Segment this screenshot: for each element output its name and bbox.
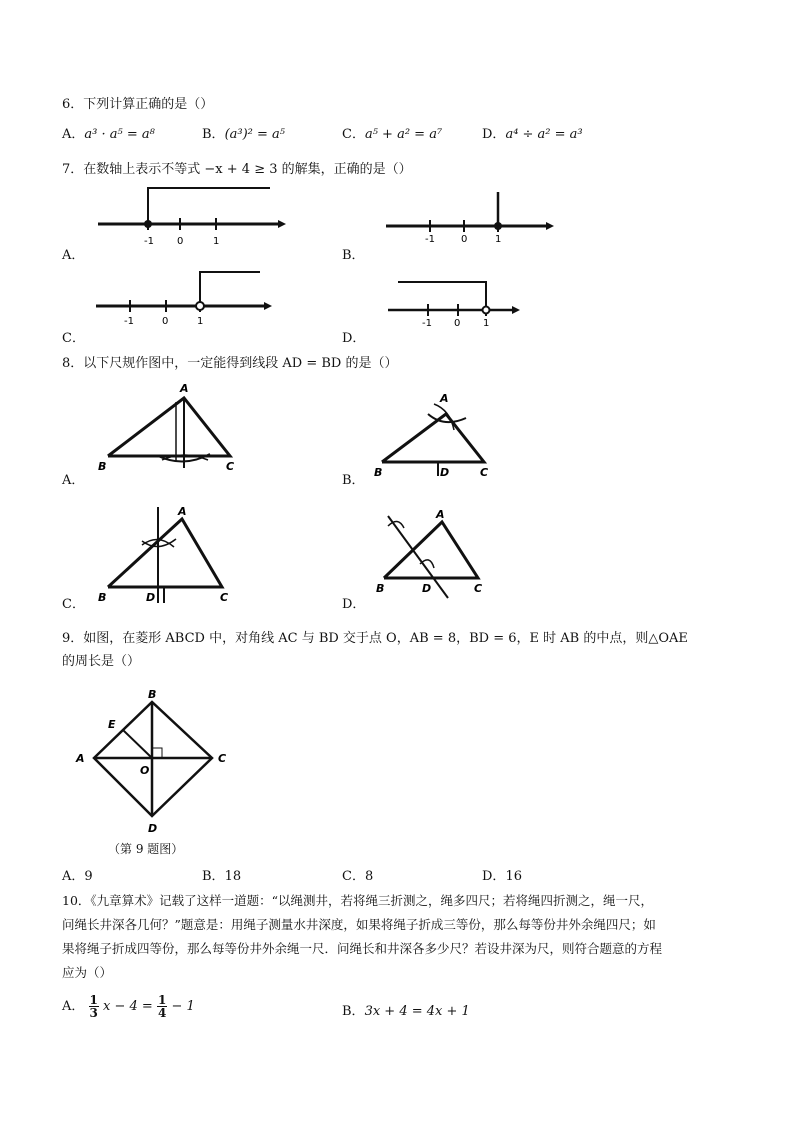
- q9-option-d-value: 16: [505, 869, 522, 884]
- q10-option-a-tail: − 1: [171, 999, 195, 1014]
- q10-option-a-mid: x − 4 =: [103, 999, 153, 1014]
- q8-d-point-a: A: [436, 508, 445, 521]
- q8-label-c: C．: [62, 597, 85, 612]
- q7-label-c: C．: [62, 331, 85, 346]
- q9-rhombus-figure: [72, 688, 242, 838]
- q8-b-point-c: C: [480, 466, 489, 479]
- q7-label-d: D．: [342, 331, 366, 346]
- q9-point-o: O: [140, 764, 150, 777]
- q9-option-c: [342, 865, 373, 884]
- q9-point-e: E: [108, 718, 116, 731]
- q7-a-tick-1: 1: [213, 236, 220, 247]
- q6-option-a-label: A．: [62, 127, 85, 142]
- q7-d-tick-0: 0: [454, 318, 461, 329]
- q9-option-a-label: A．: [62, 869, 85, 884]
- q6-option-d-expr: a⁴ ÷ a² = a³: [505, 127, 583, 142]
- q8-figure-b: [374, 384, 504, 479]
- q8-label-a: A．: [62, 473, 85, 488]
- q9-option-b: [202, 865, 241, 884]
- q8-c-point-b: B: [98, 591, 107, 604]
- q9-stem-line2: 的周长是（）: [62, 654, 141, 669]
- q9-figure-caption: （第 9 题图）: [108, 842, 184, 856]
- q7-a-tick-neg1: -1: [144, 236, 154, 247]
- q10-stem-line2: 问绳长井深各几何？”题意是：用绳子测量水井深度，如果将绳子折成三等份，那么每等份井外余绳四尺；如: [62, 917, 656, 932]
- q6-stem: 6．下列计算正确的是（）: [62, 97, 214, 112]
- q8-stem: 8．以下尺规作图中，一定能得到线段 AD = BD 的是（）: [62, 356, 398, 371]
- q7-b-tick-1: 1: [495, 234, 502, 245]
- q8-b-point-a: A: [440, 392, 449, 405]
- q7-label-a: A．: [62, 248, 85, 263]
- q10-option-a-fraction-2: [157, 994, 167, 1019]
- q9-option-d-label: D．: [482, 869, 506, 884]
- q9-option-b-value: 18: [224, 869, 242, 884]
- q7-a-tick-0: 0: [177, 236, 184, 247]
- q6-option-c-label: C．: [342, 127, 365, 142]
- q8-b-point-d: D: [440, 466, 450, 479]
- q7-d-tick-neg1: -1: [422, 318, 432, 329]
- q10-a-num2: 1: [157, 993, 167, 1007]
- q7-d-tick-1: 1: [483, 318, 490, 329]
- q8-c-point-a: A: [178, 505, 187, 518]
- q8-label-b: B．: [342, 473, 365, 488]
- q8-c-point-c: C: [220, 591, 229, 604]
- q7-label-b: B．: [342, 248, 365, 263]
- q7-c-tick-neg1: -1: [124, 316, 134, 327]
- q9-point-d: D: [148, 822, 158, 835]
- q10-option-a: [62, 994, 195, 1019]
- q6-option-c: [342, 123, 442, 142]
- q9-option-c-value: 8: [364, 869, 374, 884]
- q7-b-tick-neg1: -1: [425, 234, 435, 245]
- q8-figure-a: [98, 380, 248, 472]
- q8-c-point-d: D: [146, 591, 156, 604]
- q8-b-point-b: B: [374, 466, 383, 479]
- q10-stem-line4: 应为（）: [62, 965, 113, 980]
- q7-numberline-d: [384, 274, 534, 332]
- q10-stem-line1: 10．《九章算术》记载了这样一道题：“以绳测井，若将绳三折测之，绳多四尺；若将绳四折测之，绳一尺，: [62, 893, 654, 908]
- q10-stem-line3: 果将绳子折成四等份，那么每等份井外余绳一尺．问绳长和井深各多少尺？若设井深为尺，则符合题意的方程: [62, 941, 663, 956]
- q10-option-b-expr: 3x + 4 = 4x + 1: [364, 1004, 470, 1019]
- q10-option-b-label: B．: [342, 1004, 365, 1019]
- q6-option-d: [482, 123, 583, 142]
- q8-label-d: D．: [342, 597, 366, 612]
- q10-option-a-fraction-1: [89, 994, 99, 1019]
- q7-numberline-b: [380, 186, 560, 246]
- q8-d-point-b: B: [376, 582, 385, 595]
- q7-b-tick-0: 0: [461, 234, 468, 245]
- q8-a-point-a: A: [180, 382, 189, 395]
- q9-option-a: [62, 865, 93, 884]
- q7-c-tick-1: 1: [197, 316, 204, 327]
- q9-point-c: C: [218, 752, 227, 765]
- q8-d-point-c: C: [474, 582, 483, 595]
- q7-c-tick-0: 0: [162, 316, 169, 327]
- q9-point-b: B: [148, 688, 157, 701]
- q7-numberline-a: [90, 182, 290, 252]
- q10-a-den2: 4: [157, 1006, 167, 1020]
- q7-numberline-c: [90, 266, 280, 330]
- q9-point-a: A: [76, 752, 85, 765]
- q8-a-point-b: B: [98, 460, 107, 473]
- q6-option-c-expr: a⁵ + a² = a⁷: [364, 127, 443, 142]
- q9-option-a-value: 9: [84, 869, 93, 884]
- q8-a-point-c: C: [226, 460, 235, 473]
- q10-option-b: [342, 1000, 470, 1019]
- q9-option-c-label: C．: [342, 869, 365, 884]
- q8-figure-c: [90, 503, 240, 607]
- q9-stem-line1: 9．如图，在菱形 ABCD 中，对角线 AC 与 BD 交于点 O，AB = 8，BD = 6，E 时 AB 的中点，则△OAE: [62, 631, 688, 646]
- q6-option-b-expr: (a³)² = a⁵: [224, 127, 285, 142]
- q10-option-a-label: A．: [62, 999, 85, 1014]
- q10-a-num1: 1: [89, 993, 98, 1007]
- q6-option-d-label: D．: [482, 127, 506, 142]
- q6-option-b-label: B．: [202, 127, 225, 142]
- q7-stem: 7．在数轴上表示不等式 −x + 4 ≥ 3 的解集，正确的是（）: [62, 162, 412, 177]
- q6-option-b: [202, 123, 285, 142]
- q6-option-a: [62, 123, 155, 142]
- q8-d-point-d: D: [422, 582, 432, 595]
- q6-option-a-expr: a³ · a⁵ = a⁸: [84, 127, 155, 142]
- q8-figure-d: [374, 506, 504, 604]
- q9-option-b-label: B．: [202, 869, 225, 884]
- q10-a-den1: 3: [89, 1006, 98, 1020]
- q9-option-d: [482, 865, 522, 884]
